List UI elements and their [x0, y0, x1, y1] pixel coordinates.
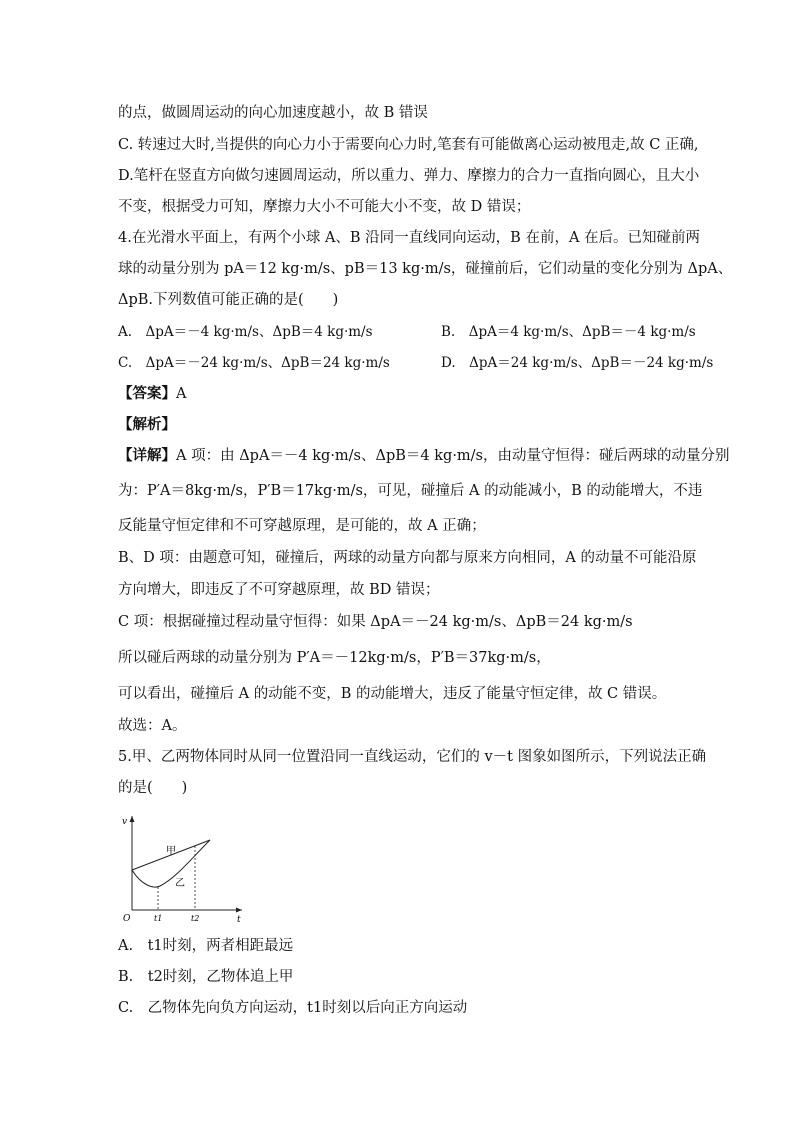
analysis-tag: 【解析】: [118, 416, 176, 433]
text-line: 球的动量分别为 pA＝12 kg·m/s、pB＝13 kg·m/s，碰撞前后，它们动量的变化分别为 ΔpA、: [118, 261, 733, 277]
v-axis-arrow-icon: [130, 816, 135, 822]
text-line: 反能量守恒定律和不可穿越原理，是可能的，故 A 正确；: [118, 518, 486, 534]
yi-label: 乙: [175, 878, 185, 889]
question-5-stem: 5.甲、乙两物体同时从同一位置沿同一直线运动，它们的 v－t 图象如图所示，下列说法正确: [118, 749, 707, 765]
origin-label: O: [123, 914, 131, 922]
answer-value: A: [176, 386, 187, 402]
text-line: ΔpB.下列数值可能正确的是( ): [118, 292, 339, 308]
v-axis-label: v: [122, 817, 128, 827]
text-line: C. 转速过大时,当提供的向心力小于需要向心力时,笔套有可能做离心运动被甩走,故 C 正确,: [118, 137, 699, 153]
analysis-line: [118, 415, 678, 435]
option-d: D. ΔpA＝24 kg·m/s、ΔpB＝－24 kg·m/s: [441, 355, 714, 371]
text-line: 所以碰后两球的动量分别为 P′A＝－12kg·m/s，P′B＝37kg·m/s，: [118, 650, 551, 666]
detail-tag: 【详解】: [118, 447, 176, 464]
question-4-stem: 4.在光滑水平面上，有两个小球 A、B 沿同一直线同向运动，B 在前，A 在后。已知碰前两: [118, 230, 701, 246]
detail-text: A 项：由 ΔpA＝－4 kg·m/s、ΔpB＝4 kg·m/s，由动量守恒得：碰后两球的动量分别: [176, 448, 730, 464]
t-axis-label: t: [237, 915, 241, 922]
t1-label: t1: [154, 914, 163, 922]
text-line: 方向增大，即违反了不可穿越原理，故 BD 错误；: [118, 582, 440, 598]
text-line: 的是( ): [118, 780, 188, 796]
vt-graph-figure: [118, 812, 248, 922]
answer-tag: 【答案】: [118, 385, 176, 402]
q5-option-a: A. t1时刻，两者相距最远: [118, 938, 294, 954]
option-b: B. ΔpA＝4 kg·m/s、ΔpB＝－4 kg·m/s: [441, 324, 696, 340]
text-line: 为：P′A＝8kg·m/s，P′B＝17kg·m/s，可见，碰撞后 A 的动能减小，B 的动能增大，不违: [118, 483, 703, 499]
t2-label: t2: [191, 914, 200, 922]
q5-option-c: C. 乙物体先向负方向运动，t1时刻以后向正方向运动: [118, 1000, 468, 1016]
text-line: C 项：根据碰撞过程动量守恒得：如果 ΔpA＝－24 kg·m/s、ΔpB＝24 kg·m/s: [118, 614, 633, 630]
text-line: 可以看出，碰撞后 A 的动能不变，B 的动能增大，违反了能量守恒定律，故 C 错误。: [118, 686, 667, 702]
text-line: B、D 项：由题意可知，碰撞后，两球的动量方向都与原来方向相同，A 的动量不可能沿原: [118, 550, 697, 566]
answer-line: [118, 384, 678, 404]
text-line: 的点，做圆周运动的向心加速度越小，故 B 错误: [118, 105, 428, 121]
text-line: D.笔杆在竖直方向做匀速圆周运动，所以重力、弹力、摩擦力的合力一直指向圆心，且大小: [118, 168, 700, 184]
q5-option-b: B. t2时刻，乙物体追上甲: [118, 969, 294, 985]
t-axis-arrow-icon: [236, 908, 242, 913]
text-line: 故选：A。: [118, 718, 187, 734]
option-a: A. ΔpA＝－4 kg·m/s、ΔpB＝4 kg·m/s: [118, 324, 373, 340]
vt-graph: [118, 812, 248, 922]
jia-label: 甲: [166, 846, 176, 857]
text-line: 不变，根据受力可知，摩擦力大小不可能大小不变，故 D 错误；: [118, 199, 531, 215]
detail-line: [118, 446, 730, 466]
option-c: C. ΔpA＝－24 kg·m/s、ΔpB＝24 kg·m/s: [118, 355, 390, 371]
